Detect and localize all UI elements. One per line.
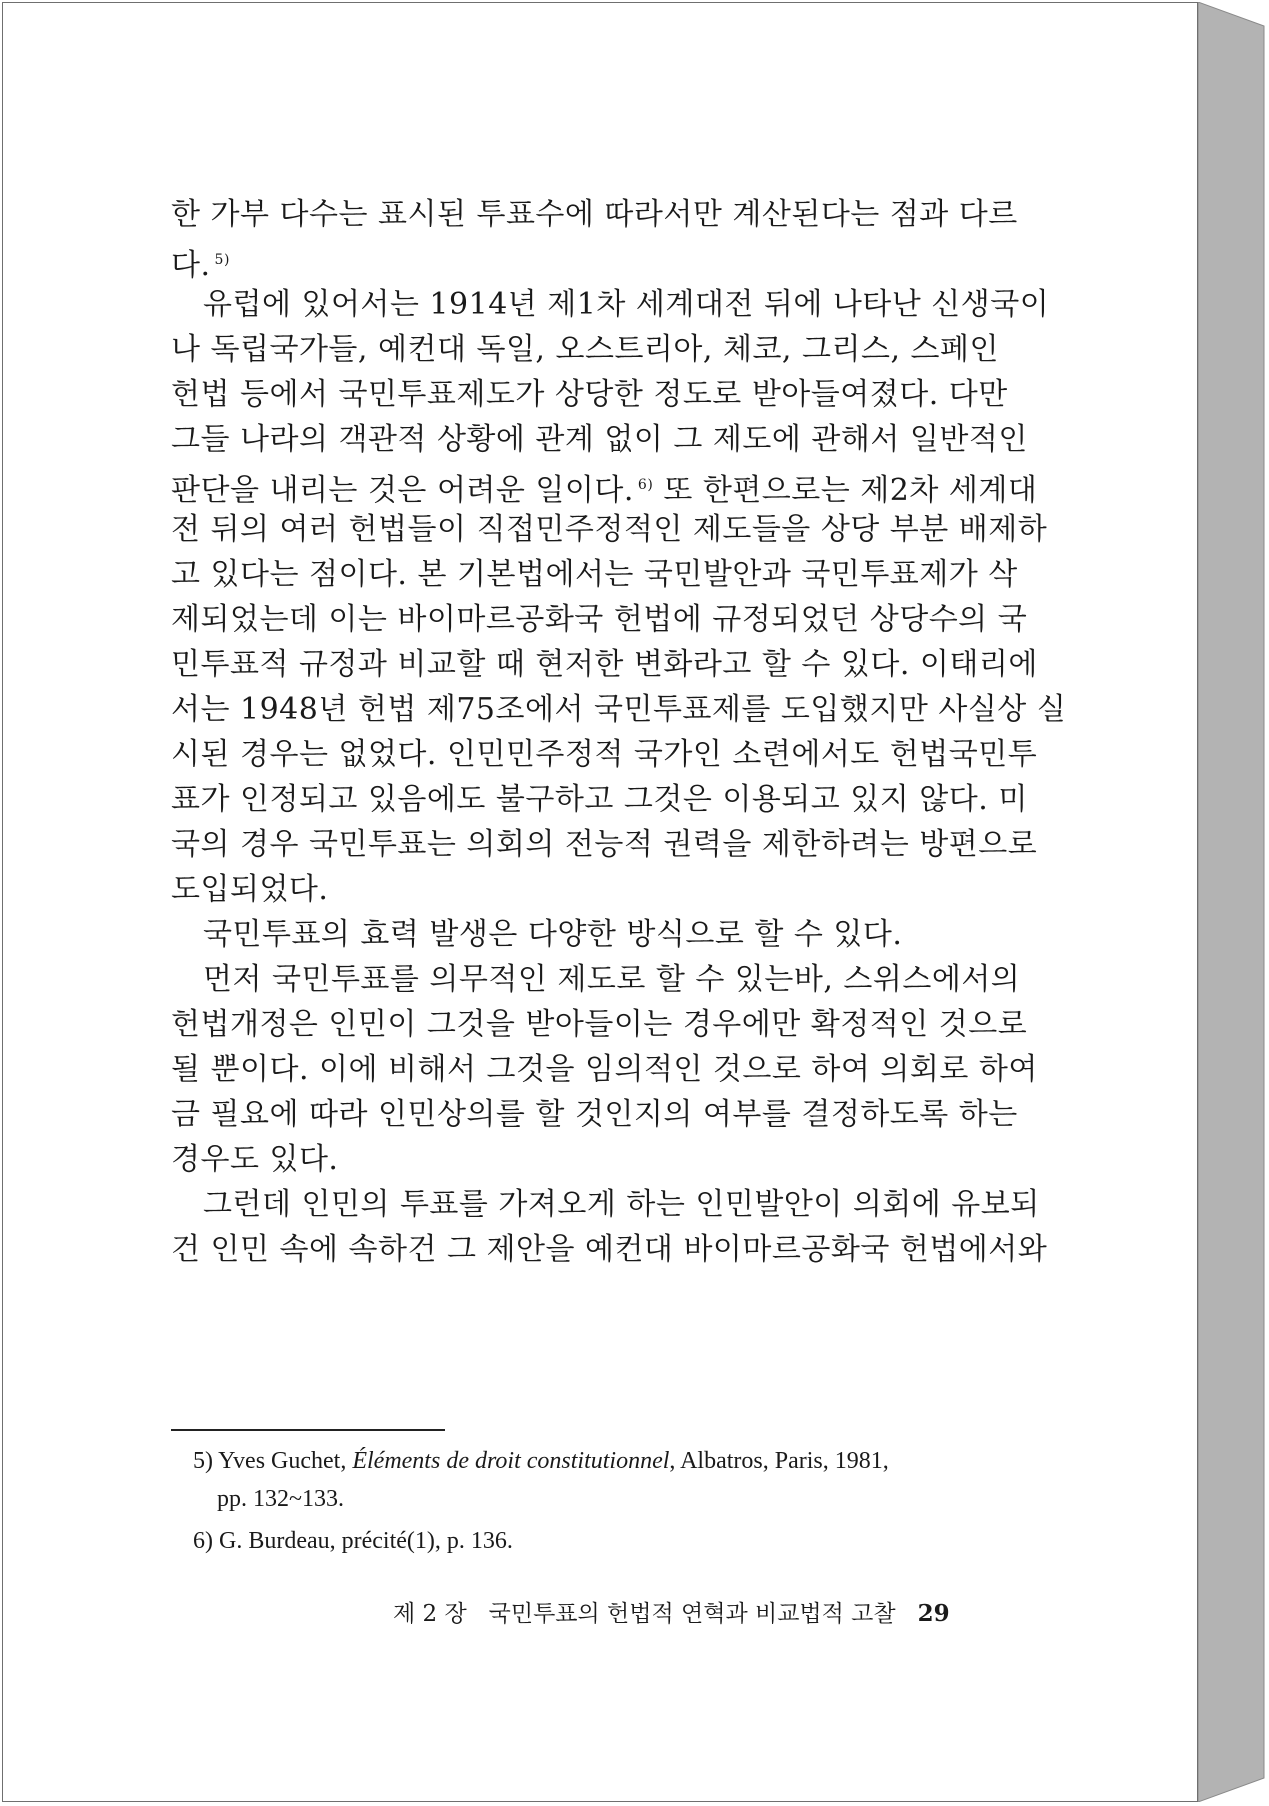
text-line: 표가 인정되고 있음에도 불구하고 그것은 이용되고 있지 않다. 미 — [171, 782, 1028, 817]
footnote-divider — [171, 1429, 445, 1431]
text-line: 제되었는데 이는 바이마르공화국 헌법에 규정되었던 상당수의 국 — [171, 602, 1028, 637]
text-line: 서는 1948년 헌법 제75조에서 국민투표제를 도입했지만 사실상 실 — [171, 692, 1067, 727]
text-line: 고 있다는 점이다. 본 기본법에서는 국민발안과 국민투표제가 삭 — [171, 557, 1018, 592]
text-segment: 또 한편으로는 제2차 세계대 — [663, 473, 1038, 508]
footnote-5-pages: pp. 132~133. — [217, 1486, 344, 1512]
text-line: 경우도 있다. — [171, 1142, 339, 1177]
text-line: 그들 나라의 객관적 상황에 관계 없이 그 제도에 관해서 일반적인 — [171, 422, 1028, 457]
text-line: 헌법개정은 인민이 그것을 받아들이는 경우에만 확정적인 것으로 — [171, 1007, 1028, 1042]
running-footer — [393, 1597, 950, 1631]
footnote-6 — [193, 1524, 513, 1558]
text-line: 시된 경우는 없었다. 인민민주정적 국가인 소련에서도 헌법국민투 — [171, 737, 1038, 772]
footnote-number: 5) — [193, 1448, 213, 1474]
footnote-author: Yves Guchet, — [218, 1448, 347, 1474]
footnote-publication: , Albatros, Paris, 1981, — [669, 1448, 889, 1474]
chapter-title: 국민투표의 헌법적 연혁과 비교법적 고찰 — [488, 1601, 896, 1627]
text-line — [171, 463, 1038, 513]
footnote-text: G. Burdeau, précité(1), p. 136. — [219, 1528, 513, 1554]
footnote-5 — [193, 1444, 889, 1478]
text-line — [171, 238, 1003, 288]
text-line: 도입되었다. — [171, 872, 329, 907]
text-line: 건 인민 속에 속하건 그 제안을 예컨대 바이마르공화국 헌법에서와 — [171, 1232, 1048, 1267]
text-line: 될 뿐이다. 이에 비해서 그것을 임의적인 것으로 하여 의회로 하여 — [171, 1052, 1038, 1087]
text-line: 그런데 인민의 투표를 가져오게 하는 인민발안이 의회에 유보되 — [203, 1187, 1040, 1222]
text-line: 전 뒤의 여러 헌법들이 직접민주정적인 제도들을 상당 부분 배제하 — [171, 512, 1048, 547]
text-line: 유럽에 있어서는 1914년 제1차 세계대전 뒤에 나타난 신생국이 — [203, 287, 1050, 322]
text-line: 나 독립국가들, 예컨대 독일, 오스트리아, 체코, 그리스, 스페인 — [171, 332, 999, 367]
text-line: 헌법 등에서 국민투표제도가 상당한 정도로 받아들여졌다. 다만 — [171, 377, 1008, 412]
footnote-ref: 5) — [214, 252, 230, 268]
text-line: 금 필요에 따라 인민상의를 할 것인지의 여부를 결정하도록 하는 — [171, 1097, 1018, 1132]
text-line: 먼저 국민투표를 의무적인 제도로 할 수 있는바, 스위스에서의 — [203, 962, 1021, 997]
text-line: 국민투표의 효력 발생은 다양한 방식으로 할 수 있다. — [203, 917, 903, 952]
footnote-ref: 6) — [637, 477, 654, 493]
text-segment: 다. — [171, 248, 211, 283]
footnote-number: 6) — [193, 1528, 213, 1554]
page-number: 29 — [917, 1600, 950, 1627]
book-page — [2, 2, 1198, 1802]
text-line: 민투표적 규정과 비교할 때 현저한 변화라고 할 수 있다. 이태리에 — [171, 647, 1038, 682]
footnote-book-title: Éléments de droit constitutionnel — [352, 1448, 670, 1474]
text-line: 국의 경우 국민투표는 의회의 전능적 권력을 제한하려는 방편으로 — [171, 827, 1038, 862]
spine-graphic — [1198, 2, 1267, 1802]
book-spine-shadow — [1198, 2, 1267, 1802]
text-segment: 판단을 내리는 것은 어려운 일이다. — [171, 473, 634, 508]
chapter-label: 제 2 장 — [393, 1601, 467, 1627]
text-line: 한 가부 다수는 표시된 투표수에 따라서만 계산된다는 점과 다르 — [171, 197, 1018, 232]
